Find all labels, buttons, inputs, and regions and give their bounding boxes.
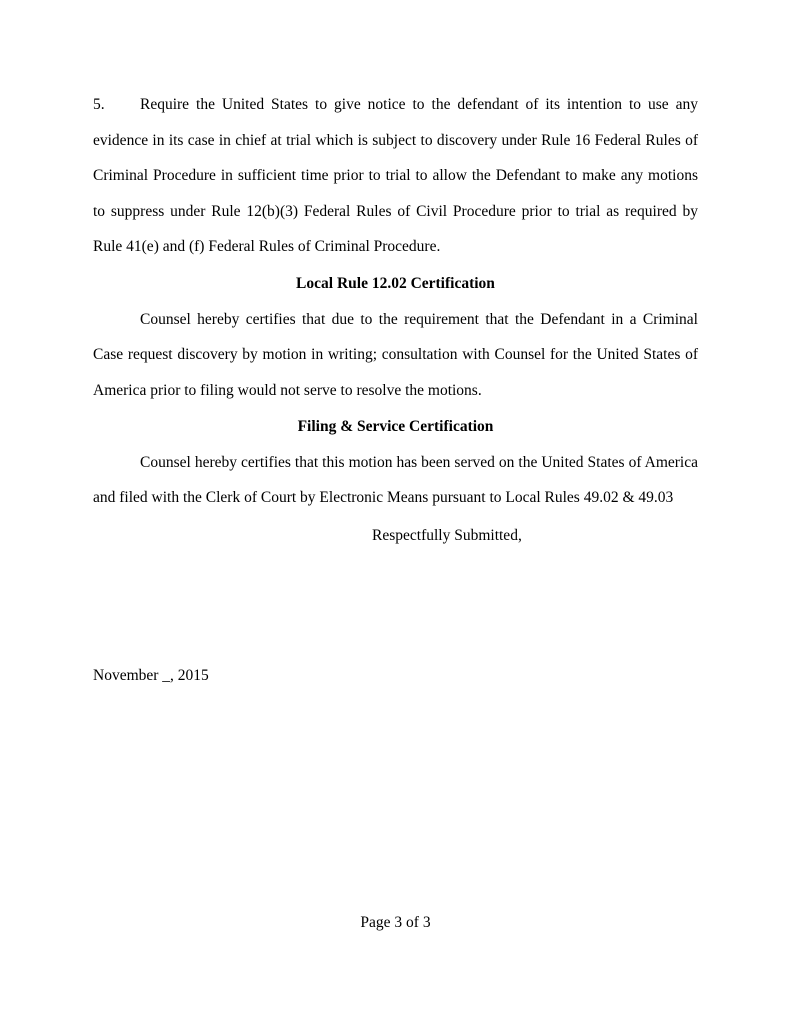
signoff-text: Respectfully Submitted, (372, 527, 522, 544)
local-rule-line-3: America prior to filing would not serve to resolve the motions. (93, 382, 482, 399)
paragraph-5-line-1-text: Require the United States to give notice to the defendant of its intention to use any (140, 96, 698, 113)
page-footer: Page 3 of 3 (360, 914, 431, 931)
paragraph-5-line-4: to suppress under Rule 12(b)(3) Federal Rules of Civil Procedure prior to trial as required by (93, 203, 698, 220)
paragraph-5-line-1 (93, 95, 698, 115)
local-rule-line-1: Counsel hereby certifies that due to the requirement that the Defendant in a Criminal (140, 311, 698, 328)
local-rule-heading: Local Rule 12.02 Certification (296, 275, 495, 292)
paragraph-5-line-5: Rule 41(e) and (f) Federal Rules of Criminal Procedure. (93, 238, 441, 255)
local-rule-line-2: Case request discovery by motion in writing; consultation with Counsel for the United States of (93, 346, 698, 363)
date-line: November _, 2015 (93, 667, 209, 684)
filing-service-heading: Filing & Service Certification (297, 418, 494, 435)
paragraph-5-line-2: evidence in its case in chief at trial which is subject to discovery under Rule 16 Federal Rules of (93, 132, 698, 149)
paragraph-number: 5. (93, 96, 105, 113)
filing-service-line-2: and filed with the Clerk of Court by Electronic Means pursuant to Local Rules 49.02 & 49.03 (93, 489, 674, 506)
filing-service-line-1: Counsel hereby certifies that this motion has been served on the United States of America (140, 454, 698, 471)
paragraph-5-line-3: Criminal Procedure in sufficient time prior to trial to allow the Defendant to make any motions (93, 167, 698, 184)
